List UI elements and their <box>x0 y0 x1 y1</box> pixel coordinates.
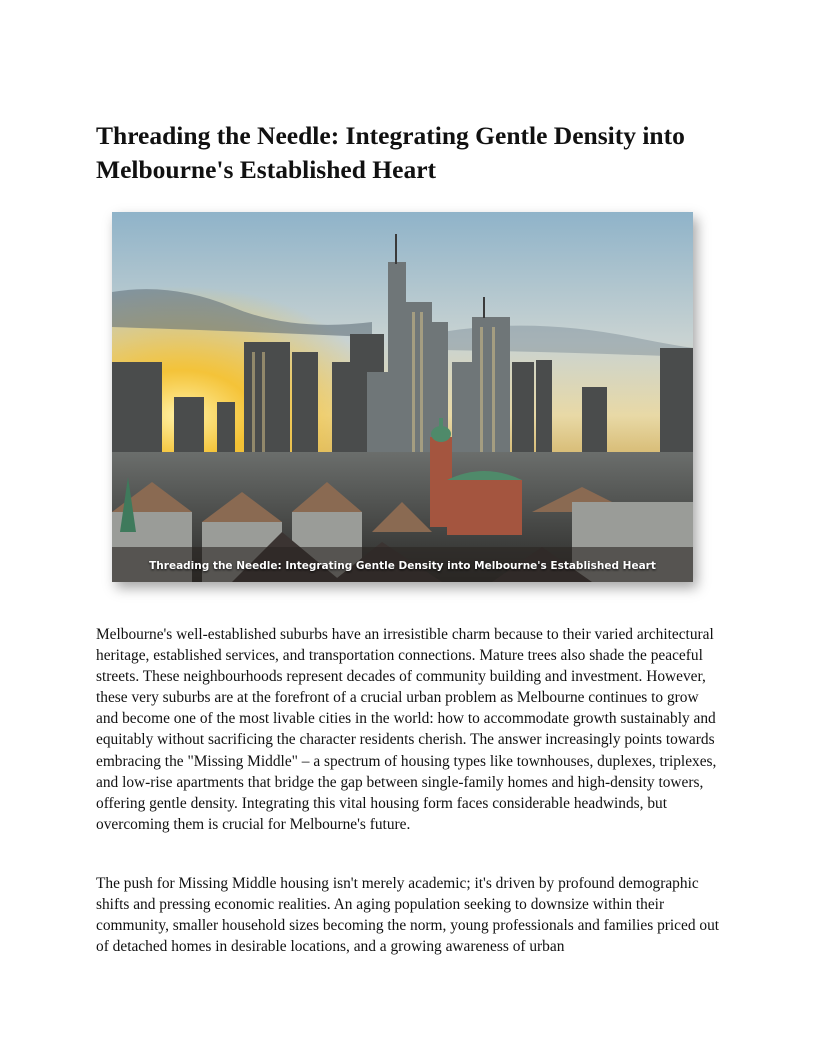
image-caption: Threading the Needle: Integrating Gentle Density into Melbourne's Established Heart <box>149 560 656 572</box>
city-skyline-image <box>112 212 693 582</box>
body-paragraph: The push for Missing Middle housing isn't merely academic; it's driven by profound demographic shifts and pressing economic realities. An aging population seeking to downsize within their community, smaller household sizes becoming the norm, young professionals and families priced out of detached homes in desirable locations, and a growing awareness of urban <box>96 875 720 956</box>
skyline-illustration <box>112 212 693 582</box>
article-title: Threading the Needle: Integrating Gentle Density into Melbourne's Established Heart <box>96 121 685 184</box>
body-paragraph: Melbourne's well-established suburbs have an irresistible charm because to their varied architectural heritage, established services, and transportation connections. Mature trees also shade the peaceful streets. These neighbourhoods represent decades of community building and investment. However, these very suburbs are at the forefront of a crucial urban problem as Melbourne continues to grow and become one of the most livable cities in the world: how to accommodate growth sustainably and equitably without sacrificing the character residents cherish. The answer increasingly points towards embracing the "Missing Middle" – a spectrum of housing types like townhouses, duplexes, triplexes, and low-rise apartments that bridge the gap between single-family homes and high-density towers, offering gentle density. Integrating this vital housing form faces considerable headwinds, but overcoming them is crucial for Melbourne's future. <box>96 626 717 833</box>
